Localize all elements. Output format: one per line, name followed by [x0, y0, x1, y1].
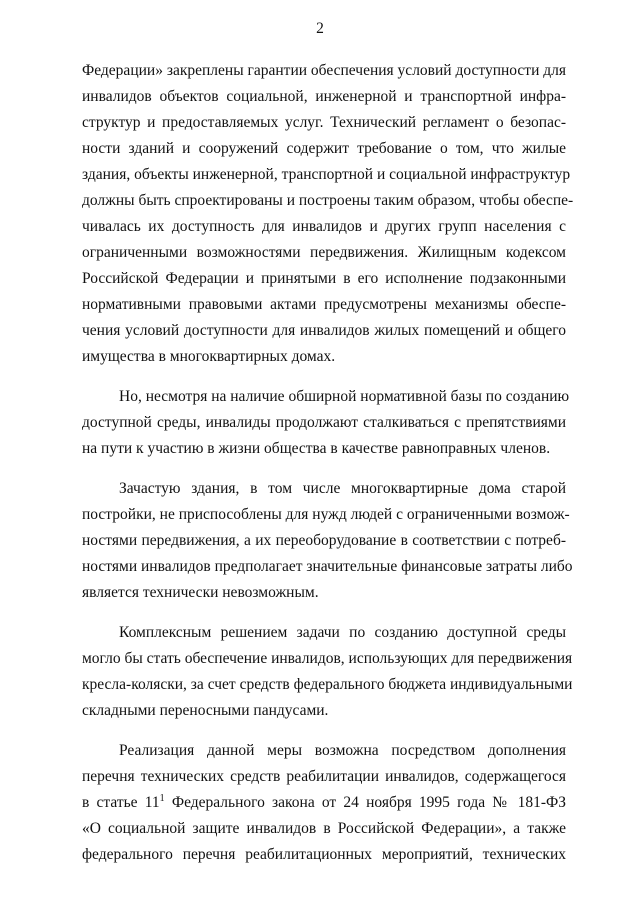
document-body [82, 58, 574, 882]
text-line: перечня технических средств реабилитации инвалидов, содержащегося [82, 768, 566, 785]
superscript: 1 [159, 792, 165, 804]
text-line: кресла-коляски, за счет средств федерального бюджета индивидуальными [82, 676, 573, 693]
text-line: структур и предоставляемых услуг. Технический регламент о безопас- [82, 114, 566, 131]
text-line: ограниченными возможностями передвижения. Жилищным кодексом [82, 244, 566, 261]
text-line: ностями передвижения, а их переоборудование в соответствии с потреб- [82, 532, 566, 549]
paragraph [82, 620, 573, 724]
text-line: здания, объекты инженерной, транспортной и социальной инфраструктур [82, 166, 571, 183]
text-line: чения условий доступности для инвалидов жилых помещений и общего [82, 322, 566, 339]
text-line: Федерации» закреплены гарантии обеспечения условий доступности для [82, 62, 566, 79]
text-line: складными переносными пандусами. [82, 702, 329, 719]
text-line: ностями инвалидов предполагает значительные финансовые затраты либо [82, 558, 573, 575]
text-line: ности зданий и сооружений содержит требование о том, что жилые [82, 140, 566, 157]
text-line: «О социальной защите инвалидов в Российской Федерации», а также [82, 820, 566, 837]
text-line: Но, несмотря на наличие обширной нормативной базы по созданию [119, 388, 570, 405]
text-line: нормативными правовыми актами предусмотрены механизмы обеспе- [82, 296, 566, 313]
text-line: Реализация данной меры возможна посредством дополнения [119, 742, 566, 759]
text-line: должны быть спроектированы и построены таким образом, чтобы обеспе- [82, 192, 574, 209]
page-number: 2 [316, 20, 324, 37]
paragraph [82, 58, 574, 370]
text-line: в статье $11^1$ Федерального закона от 24 ноября 1995 года № 181-ФЗ [82, 792, 566, 811]
text-line: постройки, не приспособлены для нужд людей с ограниченными возмож- [82, 506, 570, 523]
text-line: доступной среды, инвалиды продолжают сталкиваться с препятствиями [82, 414, 566, 431]
text-line: могло бы стать обеспечение инвалидов, использующих для передвижения [82, 650, 573, 667]
text-line: инвалидов объектов социальной, инженерной и транспортной инфра- [82, 88, 566, 105]
text-line: Зачастую здания, в том числе многоквартирные дома старой [119, 480, 566, 497]
paragraph [82, 476, 573, 606]
text-line: федерального перечня реабилитационных мероприятий, технических [82, 846, 566, 863]
text-line: чивалась их доступность для инвалидов и других групп населения с [82, 218, 566, 235]
paragraph [82, 738, 566, 868]
text-line: Российской Федерации и принятыми в его исполнение подзаконными [82, 270, 566, 287]
text-line: является технически невозможным. [82, 584, 319, 601]
paragraph [82, 384, 570, 462]
text-line: имущества в многоквартирных домах. [82, 348, 336, 365]
text-line: Комплексным решением задачи по созданию доступной среды [119, 624, 566, 641]
text-line: на пути к участию в жизни общества в качестве равноправных членов. [82, 440, 551, 457]
